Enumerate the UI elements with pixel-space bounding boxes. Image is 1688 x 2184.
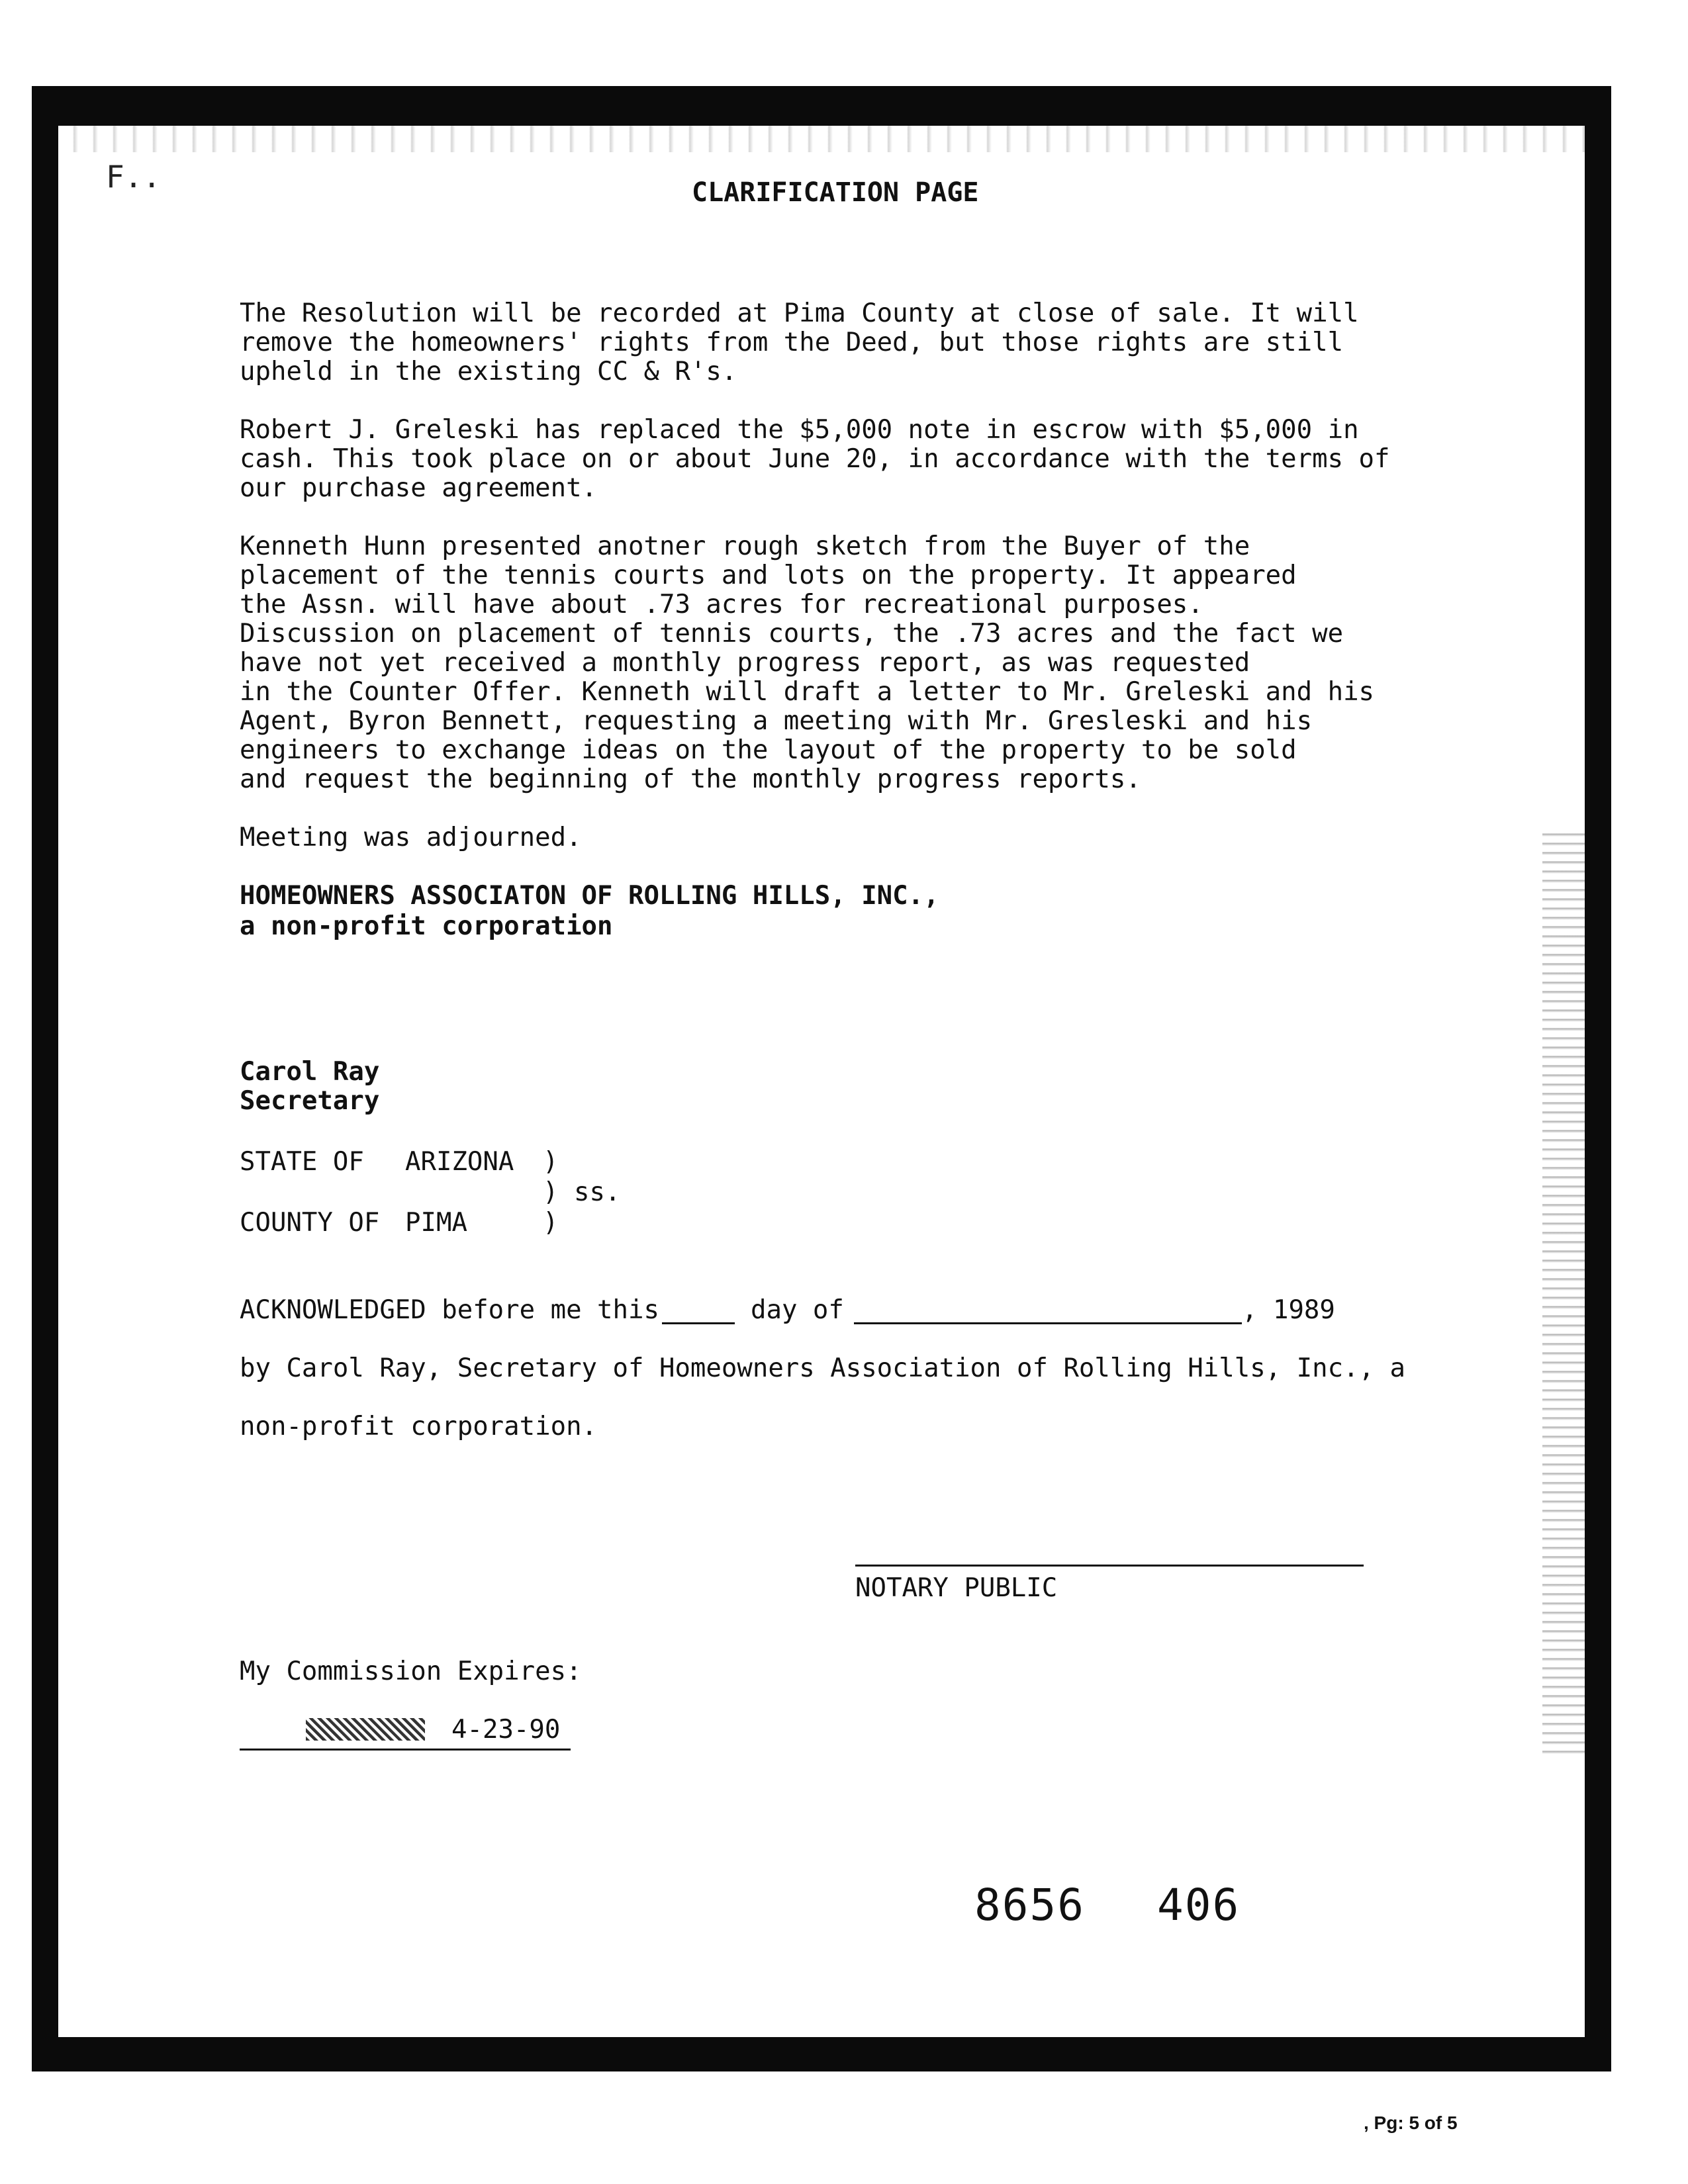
venue-paren-top: ) xyxy=(543,1147,559,1177)
scan-border-left xyxy=(32,86,58,2071)
paragraph-adjourned: Meeting was adjourned. xyxy=(240,823,582,852)
acknowledgment-line-3: non-profit corporation. xyxy=(240,1412,598,1441)
scan-border-bottom xyxy=(32,2037,1611,2071)
venue-ss: ) ss. xyxy=(543,1177,621,1207)
signatory-name: Carol Ray xyxy=(240,1057,380,1087)
paragraph-sketch-discussion: Kenneth Hunn presented anotner rough sketch from the Buyer of the placement of the tennis courts and lots on the property. It appeared the Assn. will have about .73 acres for recreational purposes. Discussion on placement of tennis courts, the .73 acres and the fact we have not yet received a monthly progress report, as was requested in the Counter Offer. Kenneth will draft a letter to Mr. Greleski and his Agent, Byron Bennett, requesting a meeting with Mr. Gresleski and his engineers to exchange ideas on the layout of the property to be sold and request the beginning of the monthly progress reports. xyxy=(240,531,1375,794)
state-value: ARIZONA xyxy=(405,1147,514,1177)
scan-noise-top xyxy=(58,126,1585,152)
scan-noise-right xyxy=(1542,827,1585,1754)
scan-border-top xyxy=(32,86,1611,126)
scan-border-right xyxy=(1585,86,1611,2071)
day-blank-line xyxy=(662,1322,735,1324)
acknowledgment-line-2: by Carol Ray, Secretary of Homeowners Association of Rolling Hills, Inc., a xyxy=(240,1353,1405,1383)
struck-out-date-scribble xyxy=(306,1718,425,1741)
venue-paren-bottom: ) xyxy=(543,1208,559,1238)
notary-signature-line xyxy=(855,1565,1364,1567)
paragraph-resolution: The Resolution will be recorded at Pima County at close of sale. It will remove the homeowners' rights from the Deed, but those rights are still upheld in the existing CC & R's. xyxy=(240,298,1359,387)
paragraph-escrow: Robert J. Greleski has replaced the $5,000 note in escrow with $5,000 in cash. This took place on or about June 20, in accordance with the terms of our purchase agreement. xyxy=(240,415,1390,503)
page-indicator: , Pg: 5 of 5 xyxy=(1364,2113,1458,2133)
county-label: COUNTY OF xyxy=(240,1208,380,1238)
notary-public-label: NOTARY PUBLIC xyxy=(855,1573,1058,1603)
organization-name: HOMEOWNERS ASSOCIATON OF ROLLING HILLS, INC., xyxy=(240,881,939,911)
corner-handwritten-mark: F.. xyxy=(106,159,162,195)
page-title: CLARIFICATION PAGE xyxy=(692,177,979,208)
acknowledged-day-of: day of xyxy=(751,1295,844,1325)
county-value: PIMA xyxy=(405,1208,467,1238)
acknowledged-year: , 1989 xyxy=(1242,1295,1335,1325)
acknowledged-prefix: ACKNOWLEDGED before me this xyxy=(240,1295,659,1325)
recording-page-number: 406 xyxy=(1157,1880,1241,1931)
organization-type: a non-profit corporation xyxy=(240,911,613,941)
commission-expiry-date: 4-23-90 xyxy=(451,1715,561,1745)
state-label: STATE OF xyxy=(240,1147,364,1177)
recording-book-number: 8656 xyxy=(974,1880,1085,1931)
commission-date-line xyxy=(240,1749,571,1751)
month-blank-line xyxy=(854,1322,1242,1324)
commission-expires-label: My Commission Expires: xyxy=(240,1657,582,1686)
signatory-title: Secretary xyxy=(240,1086,380,1116)
